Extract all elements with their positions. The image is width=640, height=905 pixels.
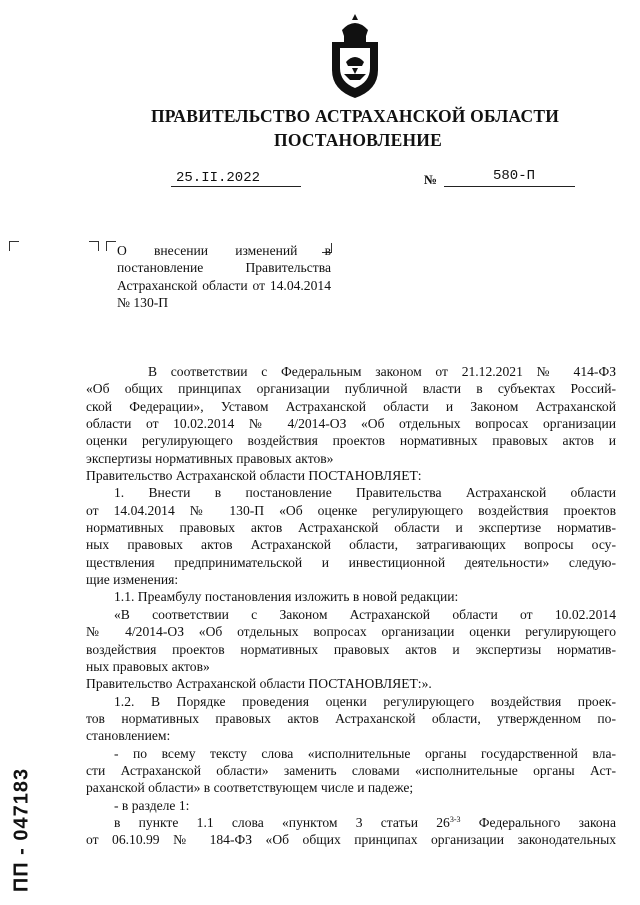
body-line-part: в пункте 1.1 слова «пунктом 3 статьи 26 xyxy=(114,814,450,830)
body-line: нормативных правовых актов Астраханской области и экспертизе норматив- xyxy=(86,520,616,536)
body-line: ных правовых актов» xyxy=(86,658,210,674)
registration-stamp xyxy=(10,762,34,898)
body-line: сти Астраханской области» заменить словами «исполнительные органы Аст- xyxy=(86,762,616,778)
corner-mark xyxy=(106,241,116,251)
number-underline xyxy=(444,186,575,187)
body-line: области от 10.02.2014 № 4/2014-ОЗ «Об отдельных вопросах организации xyxy=(86,416,616,432)
body-line: ных правовых актов Астраханской области, затрагивающих вопросы осу- xyxy=(86,537,616,553)
body-line: тов нормативных правовых актов Астраханской области, утвержденном по- xyxy=(86,710,616,726)
body-line: воздействия проектов нормативных правовых актов и экспертизы норматив- xyxy=(86,641,616,657)
corner-mark xyxy=(9,241,19,251)
document-body xyxy=(86,363,616,849)
registration-stamp-text: ПП - 047183 xyxy=(10,767,33,893)
body-line: 1.1. Преамбулу постановления изложить в новой редакции: xyxy=(114,589,459,605)
body-line: - по всему тексту слова «исполнительные органы государственной вла- xyxy=(114,745,616,761)
body-line: 1.2. В Порядке проведения оценки регулирующего воздействия проек- xyxy=(114,693,616,709)
body-line: «В соответствии с Законом Астраханской области от 10.02.2014 xyxy=(114,606,616,622)
body-line: - в разделе 1: xyxy=(114,797,190,813)
body-line: ществления предпринимательской и инвестиционной деятельности» следую- xyxy=(86,554,616,570)
document-subject: О внесении изменений в постановление Правительства Астраханской области от 14.04.2014 № 130-П xyxy=(117,243,331,311)
coat-of-arms-icon xyxy=(322,12,388,100)
document-type-title: ПОСТАНОВЛЕНИЕ xyxy=(274,130,442,150)
date-underline xyxy=(171,186,301,187)
footnote-exponent: 3-3 xyxy=(449,814,461,824)
body-line-part: Федерального закона xyxy=(478,814,616,830)
body-line xyxy=(86,814,616,831)
body-line: щие изменения: xyxy=(86,572,179,588)
number-sign: № xyxy=(424,172,438,187)
organization-title: ПРАВИТЕЛЬСТВО АСТРАХАНСКОЙ ОБЛАСТИ xyxy=(150,106,560,126)
body-line: раханской области» в соответствующем числе и падеже; xyxy=(86,780,414,796)
corner-mark xyxy=(89,241,99,251)
body-line: № 4/2014-ОЗ «Об отдельных вопросах организации оценки регулирующего xyxy=(86,624,616,640)
body-line: В соответствии с Федеральным законом от 21.12.2021 № 414-ФЗ xyxy=(148,364,616,379)
body-line: ской Федерации», Уставом Астраханской области и Законом Астраханской xyxy=(86,398,616,414)
body-line: от 14.04.2014 № 130-П «Об оценке регулирующего воздействия проектов xyxy=(86,502,616,518)
body-line: становлением: xyxy=(86,728,171,744)
body-line: оценки регулирующего воздействия проектов нормативных правовых актов и xyxy=(86,433,616,449)
document-date: 25.II.2022 xyxy=(176,170,261,186)
body-line: экспертизы нормативных правовых актов» xyxy=(86,450,334,466)
body-line: 1. Внести в постановление Правительства Астраханской области xyxy=(114,485,616,501)
document-number: 580-П xyxy=(493,168,536,184)
body-line: Правительство Астраханской области ПОСТАНОВЛЯЕТ: xyxy=(86,468,422,484)
body-line: «Об общих принципах организации публичной власти в субъектах Россий- xyxy=(86,381,616,397)
body-line: Правительство Астраханской области ПОСТАНОВЛЯЕТ:». xyxy=(86,676,432,692)
body-line: от 06.10.99 № 184-ФЗ «Об общих принципах организации законодательных xyxy=(86,832,616,848)
